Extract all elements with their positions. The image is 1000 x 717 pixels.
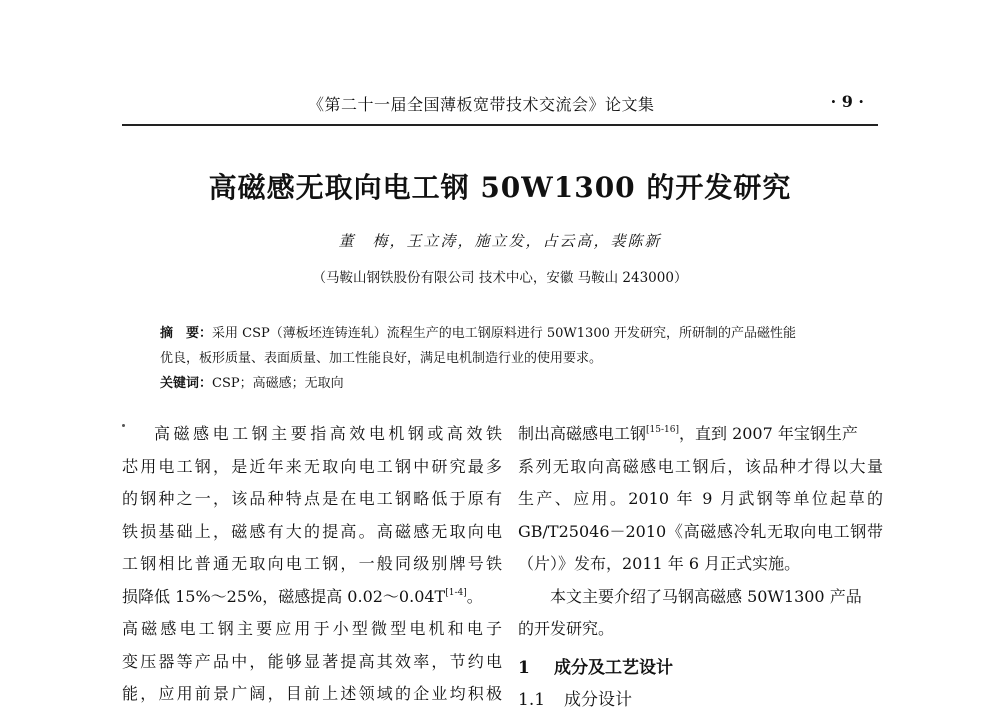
page-number: · 9 ·: [830, 92, 864, 111]
body-line: 的钢种之一，该品种特点是在电工钢略低于原有: [122, 489, 502, 508]
subsection-heading: [518, 684, 883, 717]
subsection-number: 1.1: [518, 690, 546, 710]
abstract-line-1: [160, 322, 796, 341]
running-title: 《第二十一届全国薄板宽带技术交流会》论文集: [308, 95, 655, 114]
left-column: [122, 418, 502, 711]
paper-title: 高磁感无取向电工钢 50W1300 的开发研究: [208, 171, 792, 204]
body-line: GB/T25046－2010《高磁感冷轧无取向电工钢带: [518, 521, 883, 541]
body-line: [122, 581, 502, 614]
citation-ref: [1-4]: [445, 587, 467, 598]
body-line: 高磁感电工钢主要应用于小型微型电机和电子: [122, 619, 502, 638]
body-line: 铁损基础上，磁感有大的提高。高磁感无取向电: [122, 521, 502, 541]
body-line: 变压器等产品中，能够显著提高其效率，节约电: [122, 651, 502, 671]
body-line: [518, 418, 883, 451]
section-title: 成分及工艺设计: [554, 657, 673, 678]
body-line: 高磁感电工钢主要指高效电机钢或高效铁: [154, 424, 502, 443]
abstract-text-1: 采用 CSP（薄板坯连铸连轧）流程生产的电工钢原料进行 50W1300 开发研究，所研制的产品磁性能: [212, 326, 797, 341]
abstract-line-2: 优良，板形质量、表面质量、加工性能良好，满足电机制造行业的使用要求。: [160, 351, 603, 366]
body-line: 芯用电工钢，是近年来无取向电工钢中研究最多: [122, 456, 502, 476]
section-heading: [518, 652, 883, 685]
keywords-text: CSP；高磁感；无取向: [212, 376, 344, 391]
subsection-title: 成分设计: [564, 690, 632, 710]
paper-affiliation: （马鞍山钢铁股份有限公司 技术中心，安徽 马鞍山 243000）: [312, 270, 688, 286]
body-line: 生产、应用。2010 年 9 月武钢等单位起草的: [518, 489, 883, 508]
body-line-text: 制出高磁感电工钢: [518, 424, 647, 443]
body-line: 本文主要介绍了马钢高磁感 50W1300 产品: [550, 586, 862, 606]
body-line: 工钢相比普通无取向电工钢，一般同级别牌号铁: [122, 554, 502, 573]
paper-authors: 董 梅，王立涛，施立发，占云高，裴陈新: [338, 232, 662, 250]
citation-ref: [15-16]: [646, 425, 679, 435]
body-line-text: 损降低 15%～25%，磁感提高 0.02～0.04T: [122, 586, 446, 606]
body-line: 系列无取向高磁感电工钢后，该品种才得以大量: [518, 456, 883, 476]
body-line: 的开发研究。: [518, 619, 615, 638]
running-header: [122, 82, 878, 126]
section-number: 1: [518, 657, 530, 678]
abstract-label: 摘 要：: [160, 326, 213, 341]
body-line-end: 。: [466, 586, 483, 606]
keywords-line: [160, 372, 344, 391]
right-column: [518, 418, 883, 717]
body-line-rest: ，直到 2007 年宝钢生产: [678, 424, 858, 443]
body-line: 能，应用前景广阔，目前上述领域的企业均积极: [122, 684, 502, 703]
keywords-label: 关键词：: [160, 376, 213, 391]
body-line: （片）》发布，2011 年 6 月正式实施。: [518, 554, 801, 573]
